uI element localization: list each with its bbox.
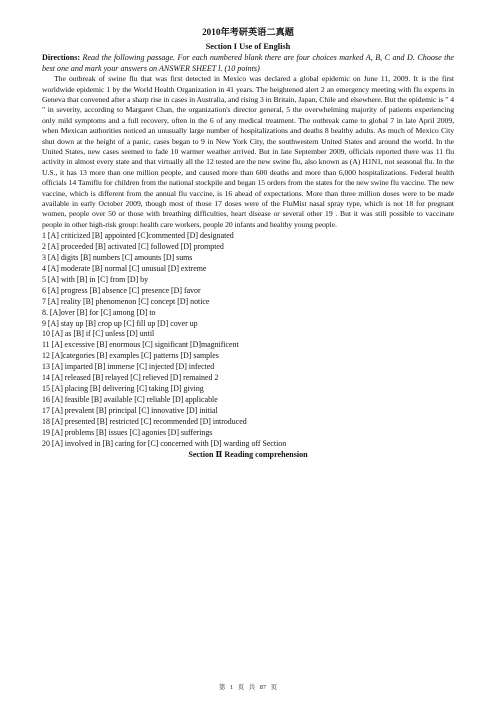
question-list — [42, 231, 454, 449]
question-item: 5 [A] with [B] in [C] from [D] by — [42, 274, 149, 284]
question-item: 10 [A] as [B] if [C] unless [D] until — [42, 329, 155, 339]
question-item: 9 [A] stay up [B] crop up [C] fill up [D] cover up — [42, 318, 198, 328]
question-item: 3 [A] digits [B] numbers [C] amounts [D] sums — [42, 253, 193, 263]
document-title: 2010年考研英语二真题 — [202, 27, 294, 37]
directions-label: Directions: — [42, 53, 81, 62]
question-item: 13 [A] imparted [B] immerse [C] injected [D] infected — [42, 362, 215, 372]
section-1-heading: Section I Use of English — [205, 42, 291, 51]
question-item: 17 [A] prevalent [B] principal [C] innovative [D] initial — [42, 405, 218, 415]
question-item: 19 [A] problems [B] issues [C] agonies [D] sufferings — [42, 427, 213, 437]
question-item: 18 [A] presented [B] restricted [C] recommended [D] introduced — [42, 416, 247, 426]
question-item: 16 [A] feasible [B] available [C] reliable [D] applicable — [42, 394, 218, 404]
question-item: 4 [A] moderate [B] normal [C] unusual [D] extreme — [42, 264, 207, 273]
directions-paragraph — [42, 53, 454, 74]
question-item: 2 [A] proceeded [B] activated [C] followed [D] prompted — [42, 242, 224, 252]
question-item: 7 [A] reality [B] phenomenon [C] concept [D] notice — [42, 296, 210, 306]
question-item: 1 [A] criticized [B] appointed [C]commented [D] designated — [42, 231, 234, 241]
question-item: 20 [A] involved in [B] caring for [C] concerned with [D] warding off Section — [42, 438, 287, 448]
section-2-heading: Section Ⅱ Reading comprehension — [188, 450, 308, 460]
cloze-passage: The outbreak of swine flu that was first detected in Mexico was declared a global epidemic on June 11, 2009. It is the first worldwide epidemic 1 by the World Health Organization in 41 years. The heightened alert 2 an emergency meeting with flu experts in Geneva that convened after a sharp rise in cases in Australia, and rising 3 in Britain, Japan, Chile and elsewhere. But the epidemic is " 4 " in severity, according to Margaret Chan, the organization's director general, 5 the overwhelming majority of patients experiencing only mild symptoms and a full recovery, often in the 6 of any medical treatment. The outbreak came to global 7 in late April 2009, when Mexican authorities noticed an unusually large number of hospitalizations and deaths 8 healthy adults. As much of Mexico City shut down at the height of a panic, cases began to 9 in New York City, the southwestern United States and around the world. In the United States, new cases seemed to fade 10 warmer weather arrived. But in late September 2009, officials reported there was 11 flu activity in almost every state and that virtually all the 12 tested are the new swine flu, also known as (A) H1N1, not seasonal flu. In the U.S., it has 13 more than one million people, and caused more than 600 deaths and more than 6,000 hospitalizations. Federal health officials 14 Tamiflu for children from the national stockpile and began 15 orders from the states for the new swine flu vaccine. The new vaccine, which is different from the annual flu vaccine, is 16 ahead of expectations. More than three million doses were to be made available in early October 2009, though most of those 17 doses were of the FluMist nasal spray type, which is not 18 for pregnant women, people over 50 or those with breathing difficulties, heart disease or several other 19 . But it was still possible to vaccinate people in other high-risk group: health care workers, people 20 infants and healthy young people. — [42, 74, 454, 229]
page-footer: 第 1 页 共 87 页 — [218, 684, 278, 691]
question-item: 12 [A]categories [B] examples [C] patterns [D] samples — [42, 351, 219, 361]
directions-text: Read the following passage. For each numbered blank there are four choices marked A, B, C and D. Choose the best one and mark your answers on ANSWER SHEET l. (10 points) — [42, 53, 454, 73]
question-item: 15 [A] placing [B] delivering [C] taking [D] giving — [42, 383, 204, 393]
question-item: 14 [A] released [B] relayed [C] relieved [D] remained 2 — [42, 373, 219, 383]
question-item: 8. [A]over [B] for [C] among [D] to — [42, 307, 156, 317]
question-item: 11 [A] excessive [B] enormous [C] significant [D]magnificent — [42, 340, 239, 350]
question-item: 6 [A] progress [B] absence [C] presence [D] favor — [42, 285, 201, 295]
